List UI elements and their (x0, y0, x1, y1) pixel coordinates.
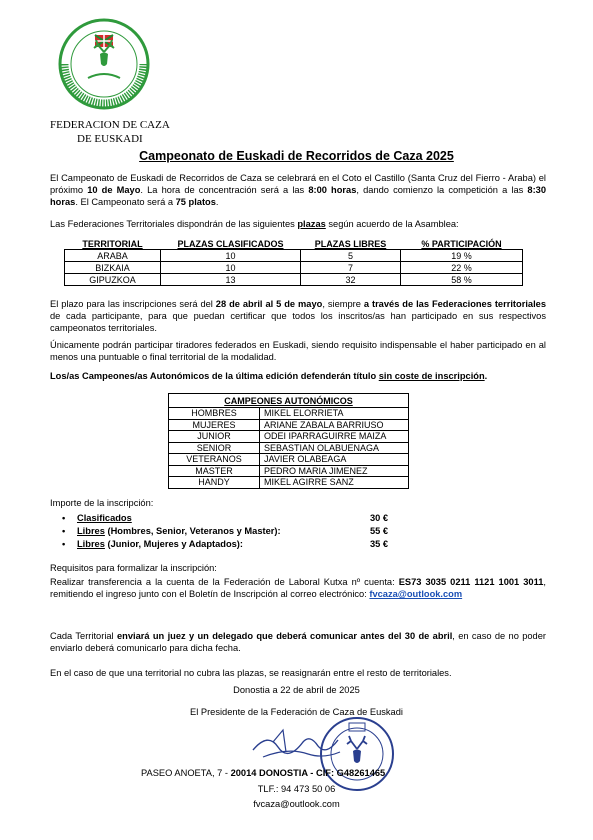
cell: PEDRO MARIA JIMENEZ (260, 465, 409, 477)
date-line: Donostia a 22 de abril de 2025 (233, 685, 360, 695)
col-territorial: TERRITORIAL (65, 238, 161, 250)
cell: 10 (161, 262, 301, 274)
table-row (169, 419, 409, 431)
footer-address: PASEO ANOETA, 7 - 20014 DONOSTIA - CIF: G48261465 (141, 768, 386, 778)
bullet-icon: • (62, 539, 66, 549)
col-participacion: % PARTICIPACIÓN (401, 238, 523, 250)
fee-amount: 35 € (370, 539, 389, 549)
requirements-title: Requisitos para formalizar la inscripción: (50, 563, 217, 573)
cell: ODEI IPARRAGUIRRE MAIZA (260, 431, 409, 443)
org-name-line1: FEDERACION DE CAZA (50, 119, 170, 131)
cell: SEBASTIAN OLABUENAGA (260, 442, 409, 454)
president-line: El Presidente de la Federación de Caza de Euskadi (190, 707, 403, 717)
territorial-places-table (64, 238, 523, 286)
cell: 7 (301, 262, 401, 274)
table-row (169, 442, 409, 454)
cell: ARABA (65, 250, 161, 262)
champions-header: CAMPEONES AUTONÓMICOS (169, 394, 409, 408)
cell: 58 % (401, 274, 523, 286)
footer-phone: TLF.: 94 473 50 06 (257, 784, 336, 794)
cell: MIKEL AGIRRE SANZ (260, 477, 409, 489)
table-row (169, 454, 409, 466)
cell: SENIOR (169, 442, 260, 454)
bullet-icon: • (62, 526, 66, 536)
col-plazas-clasificados: PLAZAS CLASIFICADOS (161, 238, 301, 250)
cell: HOMBRES (169, 408, 260, 420)
table-row (65, 262, 523, 274)
fee-item: • Libres (Junior, Mujeres y Adaptados): 35 € (62, 539, 389, 549)
cell: JUNIOR (169, 431, 260, 443)
table-header-row (65, 238, 523, 250)
cell: MUJERES (169, 419, 260, 431)
fee-item: • Libres (Hombres, Senior, Veteranos y Master): 55 € (62, 526, 389, 536)
cell: 13 (161, 274, 301, 286)
email-link[interactable]: fvcaza@outlook.com (369, 589, 463, 599)
fee-amount: 30 € (370, 513, 389, 523)
cell: 10 (161, 250, 301, 262)
cell: 5 (301, 250, 401, 262)
table-row (169, 465, 409, 477)
federation-logo (58, 18, 150, 110)
fees-title: Importe de la inscripción: (50, 498, 154, 508)
cell: JAVIER OLABEAGA (260, 454, 409, 466)
judge-paragraph: Cada Territorial enviará un juez y un delegado que deberá comunicar antes del 30 de abril, en caso de no poder enviarlo deberá comunicarlo para dicha fecha. (50, 631, 546, 653)
requirements-paragraph: Realizar transferencia a la cuenta de la Federación de Laboral Kutxa nº cuenta: ES73 3035 0211 1121 1001 3011, remitiendo el ingreso junto con el Boletín de Inscripción al correo electrónico: fvcaza@outlook.com (50, 577, 546, 599)
deadline-paragraph: El plazo para las inscripciones será del 28 de abril al 5 de mayo, siempre a través de las Federaciones territoriales de cada participante, para que puedan certificar que todos los inscritos/as han participado en sus respectivos campeonatos territoriales. (50, 299, 546, 333)
table-row (65, 250, 523, 262)
footer-email: fvcaza@outlook.com (253, 799, 340, 809)
eligibility-paragraph: Únicamente podrán participar tiradores federados en Euskadi, siendo requisito indispensable el haber participado en al menos una puntuable o final territorial de la modalidad. (50, 340, 546, 362)
cell: 32 (301, 274, 401, 286)
bullet-icon: • (62, 513, 66, 523)
cell: 22 % (401, 262, 523, 274)
cell: HANDY (169, 477, 260, 489)
cell: 19 % (401, 250, 523, 262)
cell: MIKEL ELORRIETA (260, 408, 409, 420)
cell: VETERANOS (169, 454, 260, 466)
federation-stamp (318, 715, 396, 793)
document-title: Campeonato de Euskadi de Recorridos de Caza 2025 (139, 149, 454, 163)
champions-table (168, 393, 409, 489)
org-name-line2: DE EUSKADI (77, 133, 143, 145)
cell: ARIANE ZABALA BARRIUSO (260, 419, 409, 431)
intro-paragraph: El Campeonato de Euskadi de Recorridos de Caza se celebrará en el Coto el Castillo (Santa Cruz del Fierro - Araba) el próximo 10 de Mayo. La hora de concentración será a las 8:00 horas, dando comienzo la competición a las 8:30 horas. El Campeonato será a 75 platos. (50, 173, 547, 207)
table-row (169, 431, 409, 443)
fee-amount: 55 € (370, 526, 389, 536)
cell: MASTER (169, 465, 260, 477)
fee-item: • Clasificados 30 € (62, 513, 389, 523)
table-row (169, 408, 409, 420)
cell: BIZKAIA (65, 262, 161, 274)
table-row (169, 477, 409, 489)
champions-note: Los/as Campeones/as Autonómicos de la última edición defenderán título sin coste de inscripción. (50, 371, 488, 381)
col-plazas-libres: PLAZAS LIBRES (301, 238, 401, 250)
cell: GIPUZKOA (65, 274, 161, 286)
places-intro: Las Federaciones Territoriales dispondrán de las siguientes plazas según acuerdo de la Asamblea: (50, 219, 459, 229)
redistribution-paragraph: En el caso de que una territorial no cubra las plazas, se reasignarán entre el resto de territoriales. (50, 668, 452, 678)
table-row (65, 274, 523, 286)
